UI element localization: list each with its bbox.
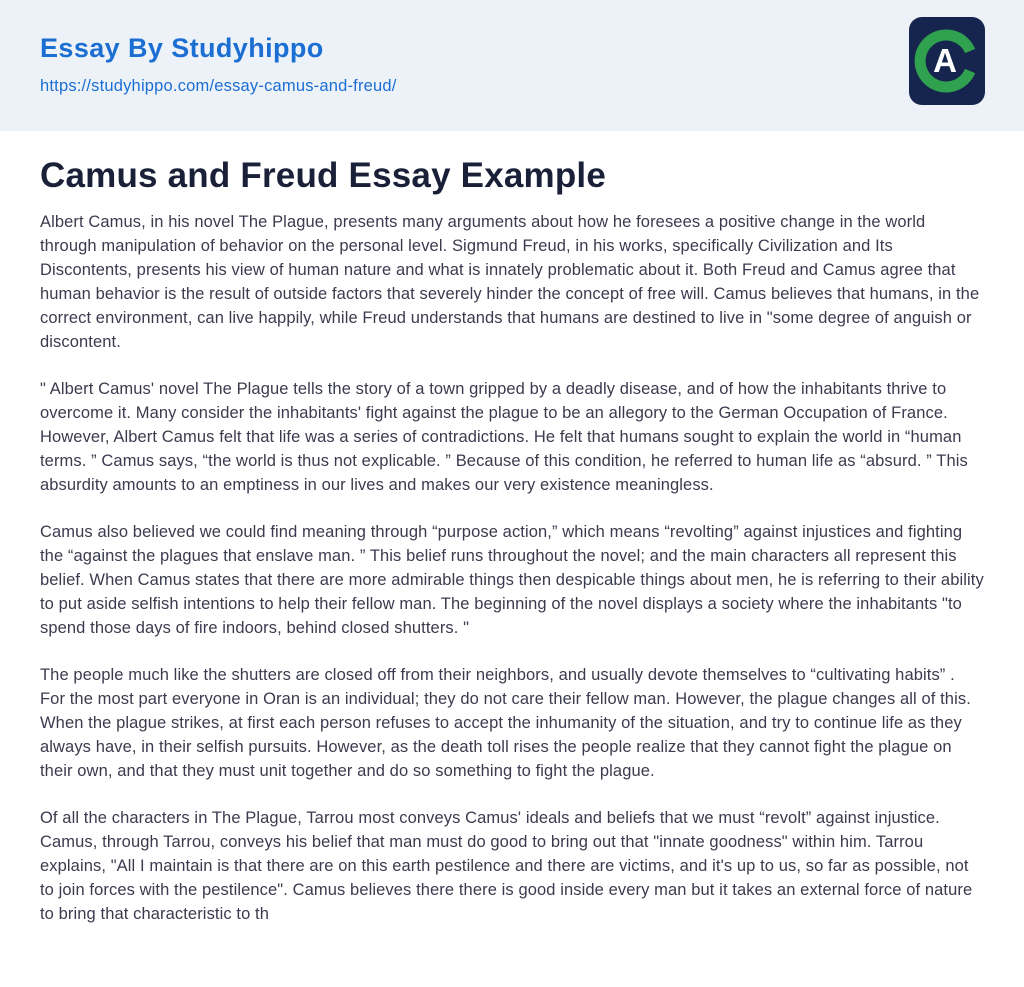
article-paragraph-5: Of all the characters in The Plague, Tarrou most conveys Camus' ideals and beliefs that we must “revolt” against injustice. Camus, through Tarrou, conveys his belief that man must do good to bring out that "innate goodness" within him. Tarrou explains, "All I maintain is that there are on this earth pestilence and there are victims, and it's up to us, so far as possible, not to join forces with the pestilence". Camus believes there there is good inside every man but it takes an external force of nature to bring that characteristic to th	[40, 809, 973, 923]
article-paragraph-1: Albert Camus, in his novel The Plague, presents many arguments about how he foresees a positive change in the world through manipulation of behavior on the personal level. Sigmund Freud, in his works, specifically Civilization and Its Discontents, presents his view of human nature and what is innately problematic about it. Both Freud and Camus agree that human behavior is the result of outside factors that severely hinder the concept of free will. Camus believes that humans, in the correct environment, can live happily, while Freud understands that humans are destined to live in "some degree of anguish or discontent.	[40, 213, 980, 351]
article-url-link[interactable]: https://studyhippo.com/essay-camus-and-freud/	[40, 77, 397, 95]
page-header	[0, 0, 1024, 131]
article-paragraph-2: " Albert Camus' novel The Plague tells the story of a town gripped by a deadly disease, and of how the inhabitants thrive to overcome it. Many consider the inhabitants' fight against the plague to be an allegory to the German Occupation of France. However, Albert Camus felt that life was a series of contradictions. He felt that humans sought to explain the world in “human terms. ” Camus says, “the world is thus not explicable. ” Because of this condition, he referred to human life as “absurd. ” This absurdity amounts to an emptiness in our lives and makes our very existence meaningless.	[40, 380, 968, 494]
header-text-block	[40, 33, 984, 96]
article-content	[0, 131, 1024, 926]
article-title: Camus and Freud Essay Example	[40, 156, 607, 195]
article-paragraph-4: The people much like the shutters are closed off from their neighbors, and usually devote themselves to “cultivating habits” . For the most part everyone in Oran is an individual; they do not care their fellow man. However, the plague changes all of this. When the plague strikes, at first each person refuses to accept the inhumanity of the situation, and try to continue life as they always have, in their selfish pursuits. However, as the death toll rises the people realize that they cannot fight the plague on their own, and that they must unit together and do so something to fight the plague.	[40, 666, 971, 780]
site-title: Essay By Studyhippo	[40, 33, 324, 63]
studyhippo-logo	[909, 17, 985, 105]
article-paragraph-3: Camus also believed we could find meaning through “purpose action,” which means “revolting” against injustices and fighting the “against the plagues that enslave man. ” This belief runs throughout the novel; and the main characters all represent this belief. When Camus states that there are more admirable things then despicable things about men, he is referring to their ability to put aside selfish intentions to help their fellow man. The beginning of the novel displays a society where the inhabitants "to spend those days of fire indoors, behind closed shutters. "	[40, 523, 984, 637]
logo-letter: A	[933, 42, 957, 79]
